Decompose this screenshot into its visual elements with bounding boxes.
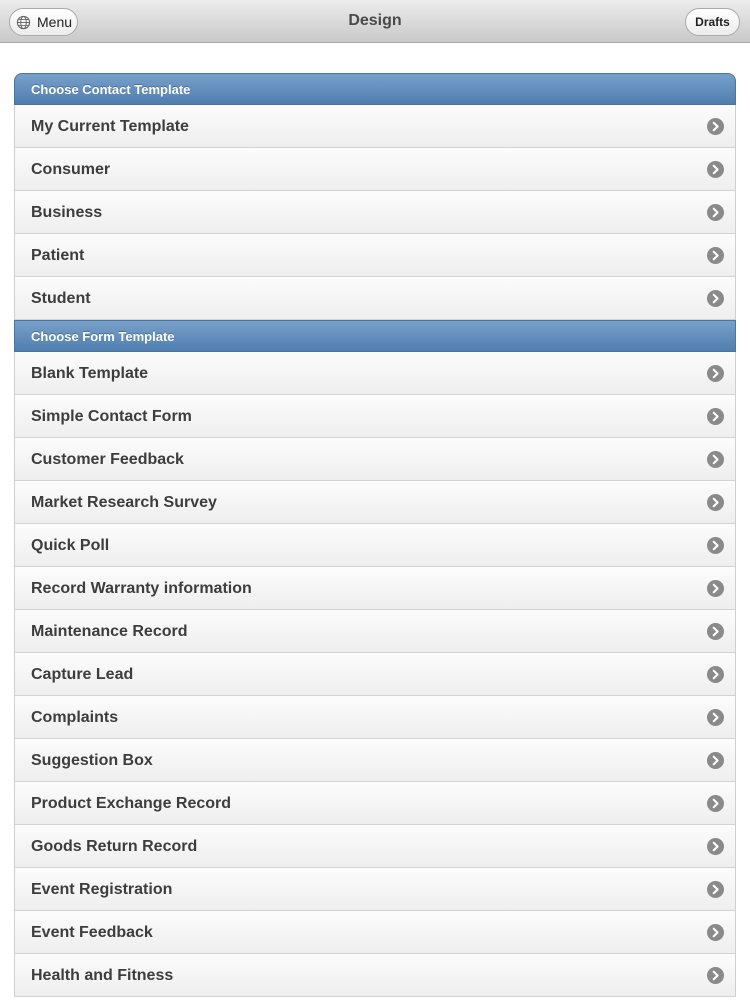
form-template-row[interactable]	[14, 524, 736, 567]
template-list	[14, 73, 736, 997]
contact-template-row[interactable]	[14, 277, 736, 320]
form-template-row[interactable]	[14, 653, 736, 696]
form-template-row[interactable]	[14, 825, 736, 868]
form-template-row[interactable]	[14, 610, 736, 653]
form-template-label: Goods Return Record	[31, 838, 198, 855]
chevron-right-icon	[707, 924, 724, 941]
chevron-right-icon	[707, 623, 724, 640]
contact-template-row[interactable]	[14, 234, 736, 277]
form-template-label: Suggestion Box	[31, 752, 153, 769]
contact-template-label: Consumer	[31, 161, 111, 178]
chevron-right-icon	[707, 580, 724, 597]
section-header-contact: Choose Contact Template	[14, 73, 736, 105]
chevron-right-icon	[707, 795, 724, 812]
contact-template-label: My Current Template	[31, 118, 189, 135]
form-template-label: Product Exchange Record	[31, 795, 232, 812]
form-template-row[interactable]	[14, 911, 736, 954]
chevron-right-icon	[707, 118, 724, 135]
chevron-right-icon	[707, 247, 724, 264]
chevron-right-icon	[707, 161, 724, 178]
contact-template-list	[14, 105, 736, 320]
form-template-label: Capture Lead	[31, 666, 134, 683]
form-template-label: Customer Feedback	[31, 451, 184, 468]
chevron-right-icon	[707, 838, 724, 855]
contact-template-label: Student	[31, 290, 91, 307]
chevron-right-icon	[707, 537, 724, 554]
chevron-right-icon	[707, 290, 724, 307]
form-template-label: Health and Fitness	[31, 967, 174, 984]
chevron-right-icon	[707, 709, 724, 726]
form-template-label: Maintenance Record	[31, 623, 188, 640]
form-template-row[interactable]	[14, 438, 736, 481]
form-template-label: Quick Poll	[31, 537, 110, 554]
form-template-row[interactable]	[14, 481, 736, 524]
chevron-right-icon	[707, 881, 724, 898]
form-template-row[interactable]	[14, 352, 736, 395]
form-template-row[interactable]	[14, 739, 736, 782]
chevron-right-icon	[707, 967, 724, 984]
chevron-right-icon	[707, 408, 724, 425]
chevron-right-icon	[707, 451, 724, 468]
menu-button-label: Menu	[37, 14, 73, 30]
chevron-right-icon	[707, 365, 724, 382]
form-template-row[interactable]	[14, 696, 736, 739]
form-template-label: Market Research Survey	[31, 494, 217, 511]
contact-template-row[interactable]	[14, 105, 736, 148]
contact-template-label: Business	[31, 204, 103, 221]
form-template-label: Record Warranty information	[31, 580, 252, 597]
page-title: Design	[348, 12, 402, 29]
form-template-row[interactable]	[14, 782, 736, 825]
chevron-right-icon	[707, 666, 724, 683]
navigation-bar	[0, 0, 750, 43]
form-template-row[interactable]	[14, 395, 736, 438]
form-template-row[interactable]	[14, 954, 736, 997]
form-template-label: Event Feedback	[31, 924, 153, 941]
form-template-label: Event Registration	[31, 881, 173, 898]
form-template-label: Complaints	[31, 709, 119, 726]
section-header-form: Choose Form Template	[14, 320, 736, 352]
drafts-button[interactable]: Drafts	[685, 8, 740, 36]
form-template-label: Simple Contact Form	[31, 408, 192, 425]
contact-template-row[interactable]	[14, 148, 736, 191]
chevron-right-icon	[707, 494, 724, 511]
form-template-list	[14, 352, 736, 997]
chevron-right-icon	[707, 204, 724, 221]
contact-template-label: Patient	[31, 247, 85, 264]
contact-template-row[interactable]	[14, 191, 736, 234]
chevron-right-icon	[707, 752, 724, 769]
form-template-row[interactable]	[14, 567, 736, 610]
form-template-label: Blank Template	[31, 365, 149, 382]
form-template-row[interactable]	[14, 868, 736, 911]
